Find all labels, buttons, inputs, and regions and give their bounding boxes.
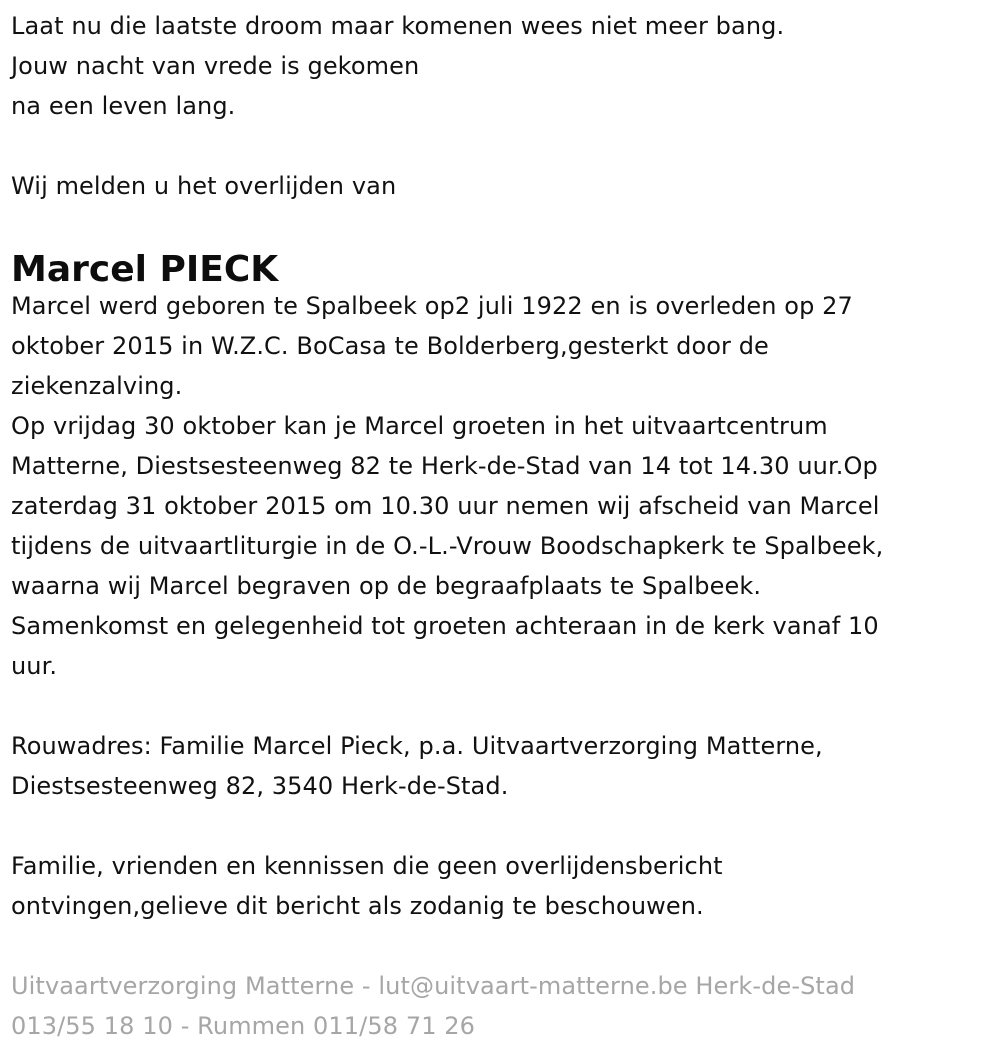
obituary-document — [11, 6, 991, 1046]
biography-line: Op vrijdag 30 oktober kan je Marcel groeten in het uitvaartcentrum — [11, 412, 828, 440]
poem — [11, 6, 991, 126]
biography-line: Matterne, Diestsesteenweg 82 te Herk-de-Stad van 14 tot 14.30 uur.Op — [11, 452, 878, 480]
spacer — [11, 686, 991, 726]
notice-line: ontvingen,gelieve dit bericht als zodanig te beschouwen. — [11, 892, 704, 920]
biography-line: tijdens de uitvaartliturgie in de O.-L.-Vrouw Boodschapkerk te Spalbeek, — [11, 532, 884, 560]
poem-line: na een leven lang. — [11, 92, 236, 120]
mourning-address-line: Diestsesteenweg 82, 3540 Herk-de-Stad. — [11, 772, 509, 800]
biography — [11, 286, 991, 686]
announcement-text: Wij melden u het overlijden van — [11, 172, 397, 200]
mourning-address-line: Rouwadres: Familie Marcel Pieck, p.a. Uitvaartverzorging Matterne, — [11, 732, 823, 760]
footer-line: Uitvaartverzorging Matterne - lut@uitvaart-matterne.be Herk-de-Stad — [11, 972, 856, 1000]
spacer — [11, 126, 991, 166]
biography-line: oktober 2015 in W.Z.C. BoCasa te Bolderberg,gesterkt door de — [11, 332, 769, 360]
mourning-address — [11, 726, 991, 806]
biography-line: uur. — [11, 652, 58, 680]
biography-line: zaterdag 31 oktober 2015 om 10.30 uur nemen wij afscheid van Marcel — [11, 492, 880, 520]
footer-line: 013/55 18 10 - Rummen 011/58 71 26 — [11, 1012, 476, 1040]
funeral-home-footer — [11, 966, 991, 1046]
biography-line: ziekenzalving. — [11, 372, 183, 400]
notice-line: Familie, vrienden en kennissen die geen overlijdensbericht — [11, 852, 723, 880]
poem-line: Jouw nacht van vrede is gekomen — [11, 52, 420, 80]
notice — [11, 846, 991, 926]
biography-line: waarna wij Marcel begraven op de begraafplaats te Spalbeek. — [11, 572, 762, 600]
biography-line: Marcel werd geboren te Spalbeek op2 juli 1922 en is overleden op 27 — [11, 292, 853, 320]
poem-line: Laat nu die laatste droom maar komenen wees niet meer bang. — [11, 12, 785, 40]
deceased-name-heading: Marcel PIECK — [11, 249, 279, 290]
biography-line: Samenkomst en gelegenheid tot groeten achteraan in de kerk vanaf 10 — [11, 612, 879, 640]
spacer — [11, 926, 991, 966]
spacer — [11, 806, 991, 846]
